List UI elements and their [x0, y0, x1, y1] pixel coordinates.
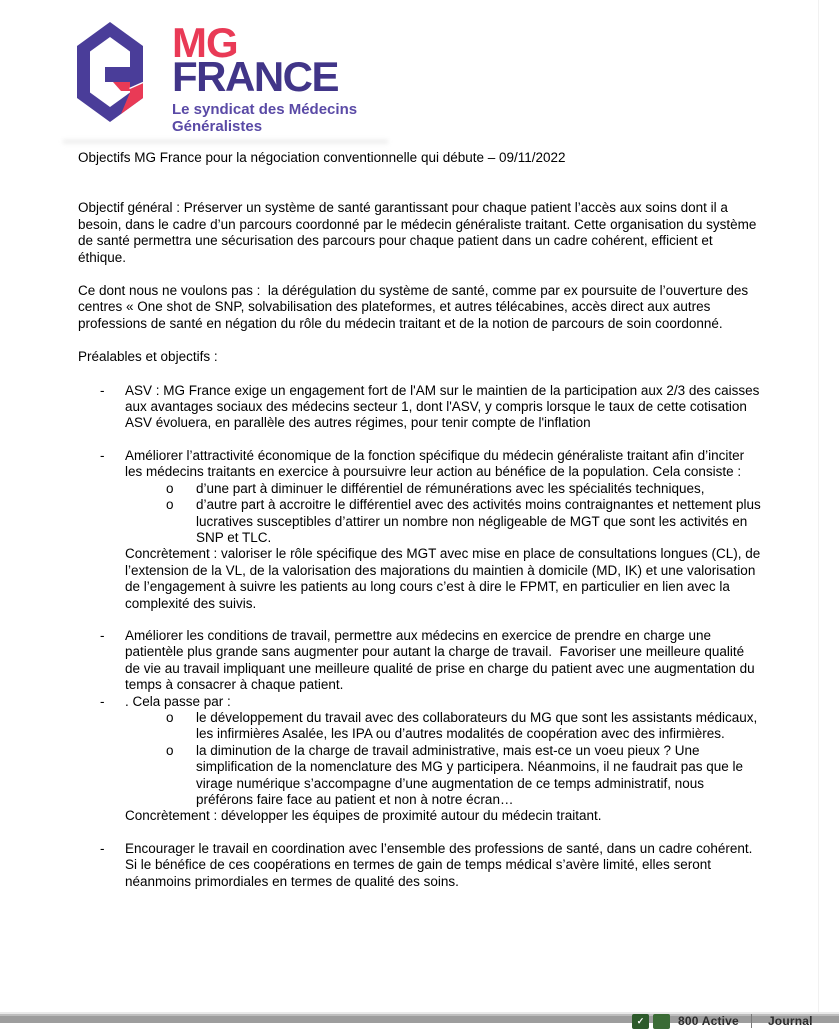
dash-marker: -: [100, 447, 105, 463]
sub-list-item-text: la diminution de la charge de travail administrative, mais est-ce un voeu pieux ? Une simplification de la nomenclature des MG y participera. Néanmoins, il ne faudrait pas que le virage numérique s’accompagne d’une augmentation de ce temps administratif, nous préférons faire face au patient et non à notre écran…: [196, 742, 747, 807]
sub-list-item-text: d’une part à diminuer le différentiel de rémunérations avec les spécialités techniques,: [196, 480, 705, 496]
mg-france-hexagon-icon: [75, 21, 145, 123]
logo-tagline-line1: Le syndicat des Médecins: [172, 101, 358, 118]
mg-france-logo: [75, 21, 405, 141]
document-title: Objectifs MG France pour la négociation conventionnelle qui débute – 09/11/2022: [78, 150, 566, 165]
list-item-conditions-travail: [78, 628, 762, 694]
clipped-status-fragment[interactable]: [632, 1010, 813, 1032]
clipped-status-text-right: Journal: [767, 1014, 813, 1028]
sub-list-item: [78, 497, 765, 546]
list-item-cela-passe-par: [78, 694, 762, 825]
page-right-edge: [818, 0, 819, 1012]
sub-list-item: [78, 481, 762, 497]
list-item-text: ASV : MG France exige un engagement fort de l'AM sur le maintien de la participation aux 2/3 des caisses aux avantages sociaux des médecins secteur 1, dont l'ASV, y compris lorsque le taux de cette cotisation ASV évoluera, en parallèle des autres régimes, pour tenir compte de l'inflation: [125, 382, 764, 431]
paragraph-objectif-general: Objectif général : Préserver un système de santé garantissant pour chaque patient l’accès aux soins dont il a besoin, dans le cadre d’un parcours coordonné par le médecin généraliste traitant. Cette organisation du système de santé permettra une sécurisation des parcours pour chaque patient dans un cadre cohérent, efficient et éthique.: [78, 200, 761, 265]
brand-mg: MG: [172, 19, 238, 66]
list-item-attractivite: [78, 447, 765, 612]
list-item-coordination: [78, 841, 762, 890]
dash-marker: -: [100, 627, 105, 643]
sub-list-item-text: le développement du travail avec des collaborateurs du MG que sont les assistants médicaux, les infirmières Asalée, les IPA ou d’autres modalités de coopération avec des infirmières.: [196, 709, 762, 742]
clipped-status-text-left: 800 Active: [678, 1014, 739, 1028]
status-divider: [751, 1014, 752, 1028]
green-square-icon[interactable]: [653, 1014, 670, 1029]
o-marker: o: [166, 709, 174, 725]
green-square-icon[interactable]: ✓: [632, 1014, 649, 1029]
document-body: [78, 150, 765, 906]
list-item-text: Améliorer les conditions de travail, permettre aux médecins en exercice de prendre en charge une patientèle plus grande sans augmenter pour autant la charge de travail. Favoriser une meilleure qualité de vie au travail impliquant une meilleure qualité de prise en charge du patient avec une augmentation du temps à consacrer à chaque patient.: [125, 627, 759, 693]
o-marker: o: [166, 742, 174, 758]
concretement-paragraph: Concrètement : développer les équipes de proximité autour du médecin traitant.: [125, 808, 602, 824]
concretement-paragraph: Concrètement : valoriser le rôle spécifique des MGT avec mise en place de consultations longues (CL), de l’extension de la VL, de la valorisation des majorations du maintien à domicile (MD, IK) et une valorisation de l’engagement à suivre les patients au long cours c’est à dire le FPMT, en particulier en lien avec la complexité des suivis.: [125, 546, 765, 611]
dash-marker: -: [100, 693, 105, 709]
sub-list-item: [78, 710, 762, 743]
brand-france: FRANCE: [172, 53, 338, 100]
logo-image-shadow: [63, 140, 388, 145]
paragraph-ce-dont-nous-ne-voulons-pas: Ce dont nous ne voulons pas : la dérégulation du système de santé, comme par ex poursuite de l’ouverture des centres « One shot de SNP, solvabilisation des plateformes, et autres télécabines, accès direct aux autres professions de santé en négation du rôle du médecin traitant et de la notion de parcours de soin coordonné.: [78, 283, 752, 331]
paragraph-prealables-heading: Préalables et objectifs :: [78, 349, 218, 365]
list-item-text: Améliorer l’attractivité économique de la fonction spécifique du médecin généraliste traitant afin d’inciter les médecins traitants en exercice à poursuivre leur action au bénéfice de la population. Cela consiste :: [125, 447, 748, 480]
list-item-asv: [78, 383, 762, 432]
sub-list-item: [78, 743, 762, 809]
dash-marker: -: [100, 840, 105, 856]
o-marker: o: [166, 497, 174, 513]
list-item-text: Encourager le travail en coordination avec l’ensemble des professions de santé, dans un cadre cohérent. Si le bénéfice de ces coopérations en termes de gain de temps médical s’avère limité, elles seront néanmoins primordiales en termes de qualité des soins.: [125, 840, 757, 889]
dash-marker: -: [100, 382, 105, 398]
list-item-text: . Cela passe par :: [125, 693, 231, 709]
sub-list-item-text: d’autre part à accroitre le différentiel avec des activités moins contraignantes et nettement plus lucratives susceptibles d’attirer un nombre non négligeable de MGT que sont les activités en SNP et TLC.: [196, 497, 765, 545]
o-marker: o: [166, 480, 174, 496]
logo-tagline-line2: Généralistes: [172, 118, 263, 135]
